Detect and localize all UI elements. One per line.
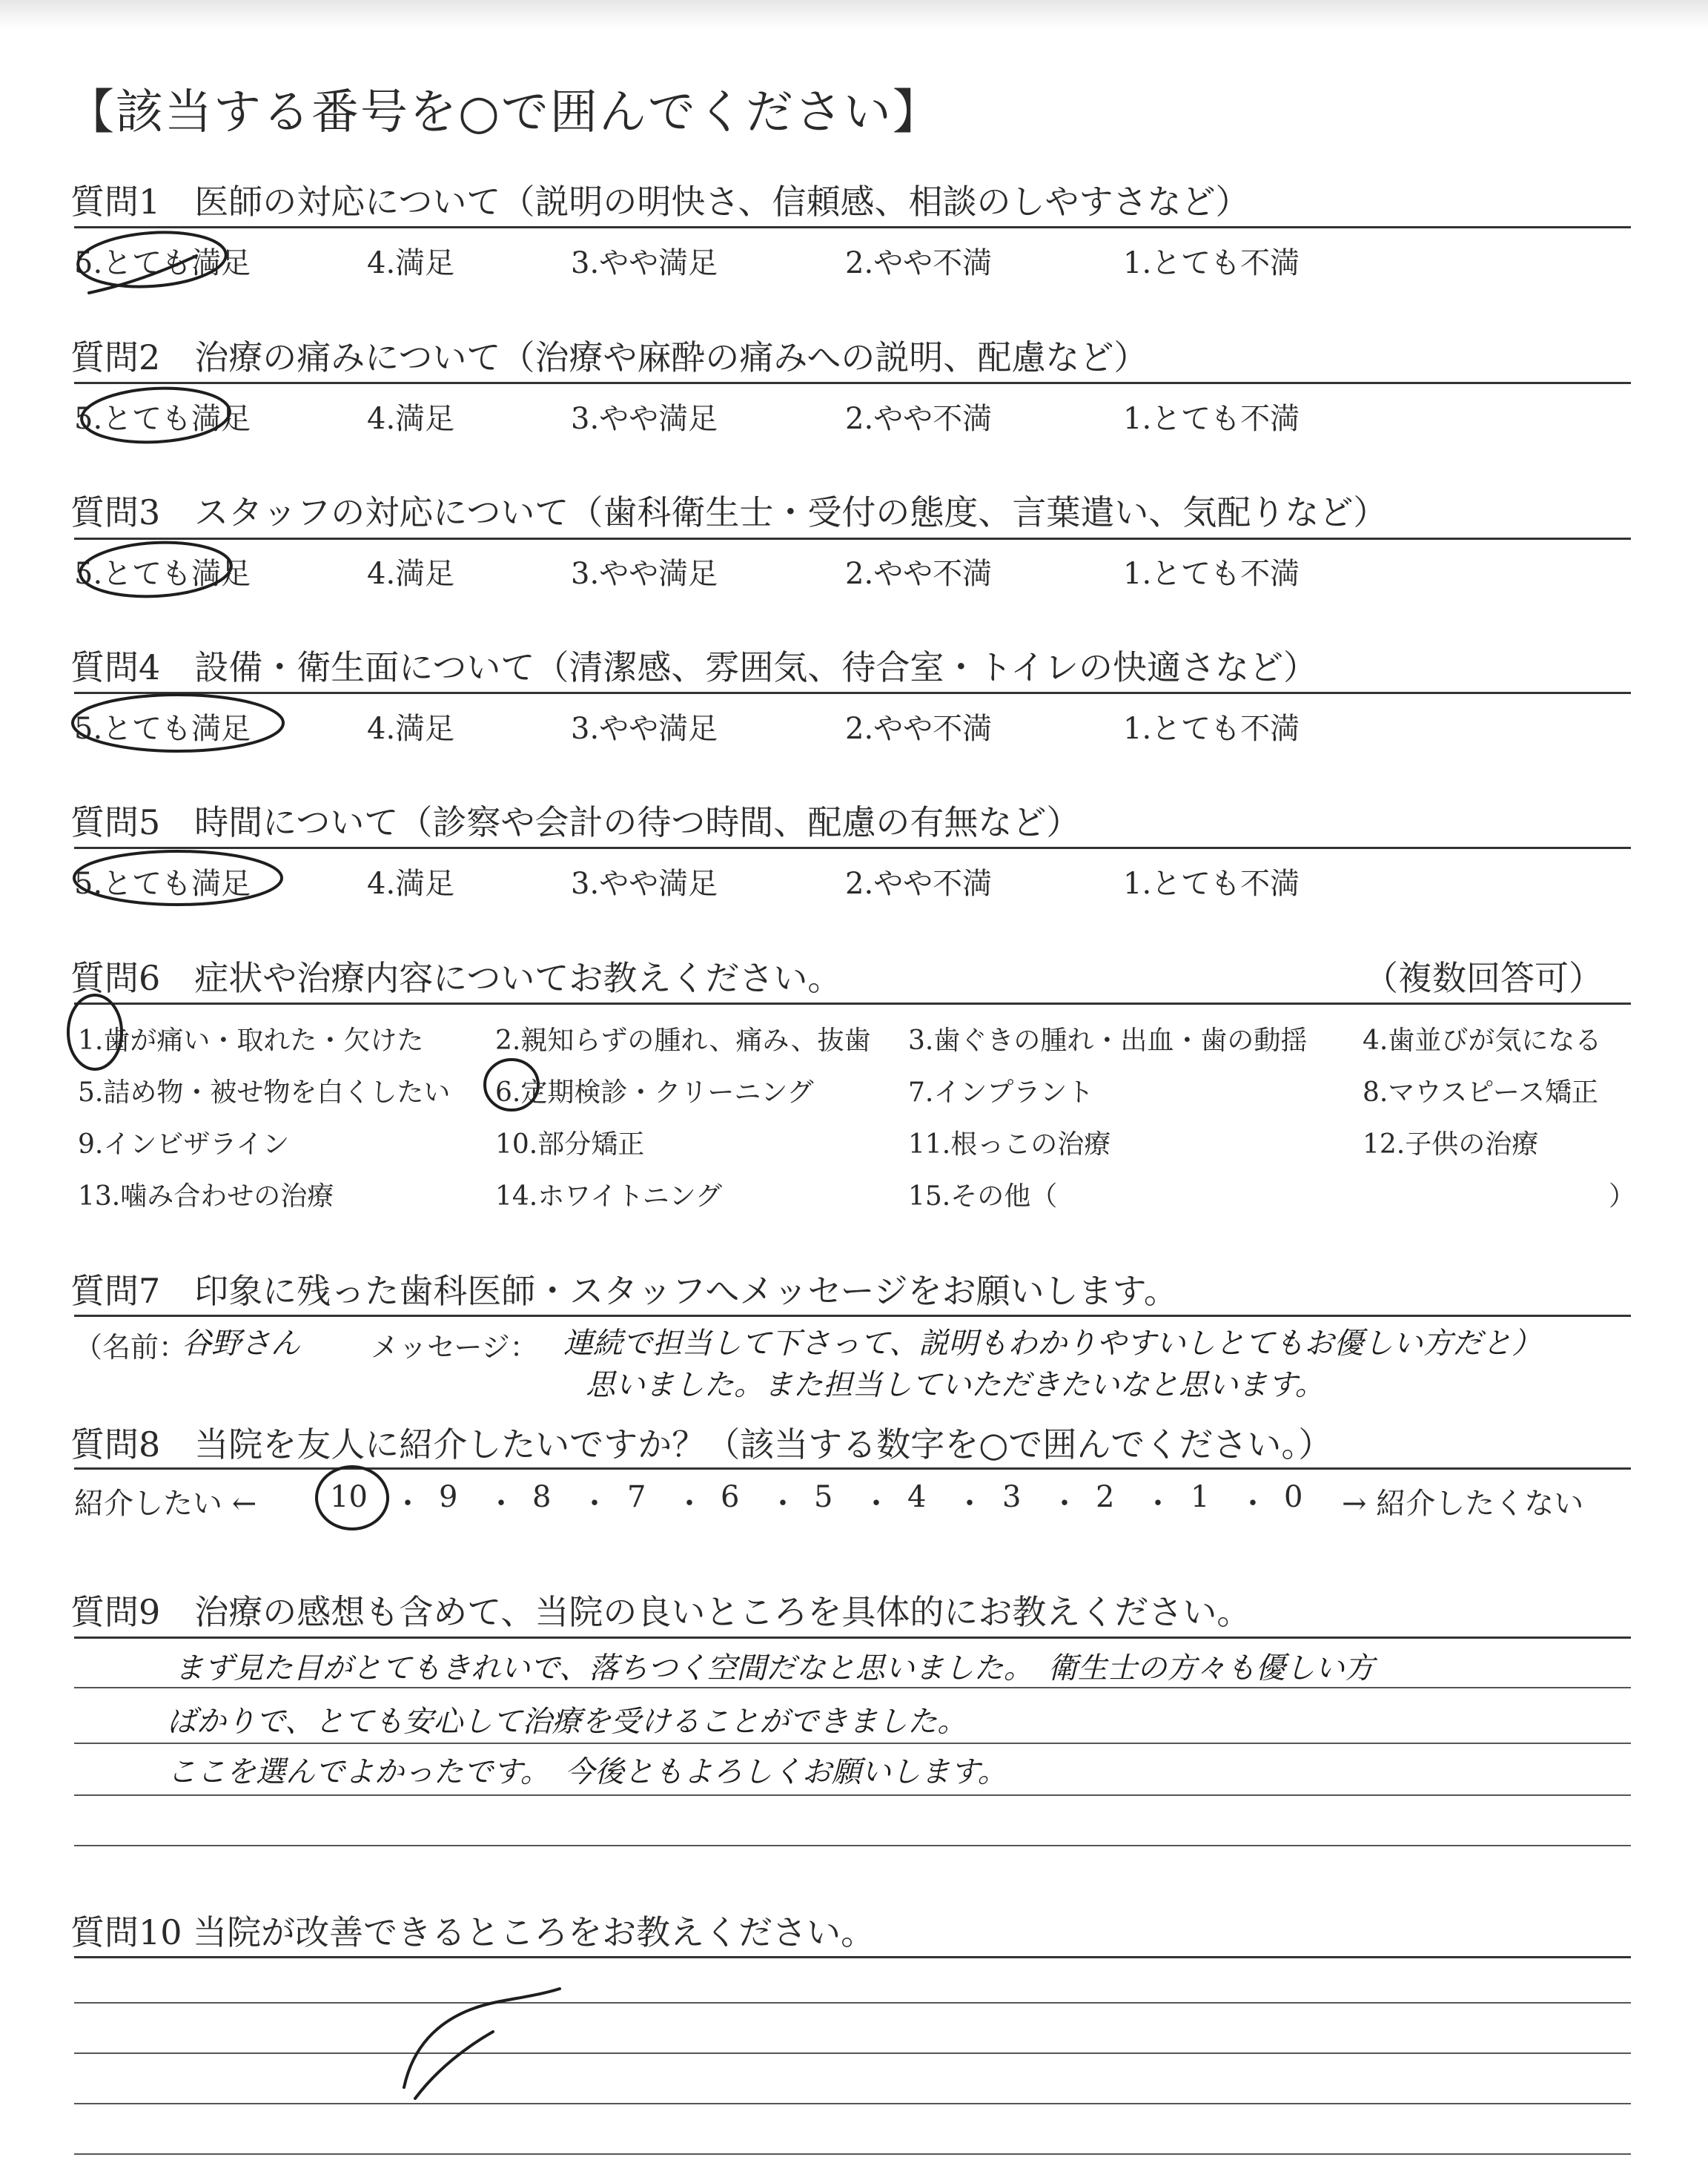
scale-separator: ・	[1238, 1487, 1268, 1521]
multiple-answers-note: （複数回答可）	[1364, 958, 1603, 998]
scale-1[interactable]: 1	[1191, 1480, 1210, 1514]
q6-item-1[interactable]: 1.歯が痛い・取れた・欠けた	[78, 1025, 424, 1056]
q3-option-4[interactable]: 4.満足	[367, 557, 455, 591]
q3-option-1[interactable]: 1.とても不満	[1123, 557, 1300, 591]
q6-item-14[interactable]: 14.ホワイトニング	[495, 1181, 723, 1212]
recommend-left-label: 紹介したい ←	[74, 1487, 257, 1521]
q6-item-4[interactable]: 4.歯並びが気になる	[1363, 1025, 1602, 1056]
scale-8[interactable]: 8	[532, 1480, 552, 1514]
q2-option-1[interactable]: 1.とても不満	[1123, 402, 1300, 436]
scale-separator: ・	[955, 1487, 984, 1521]
q1-option-3[interactable]: 3.やや満足	[571, 246, 718, 280]
q4-option-2[interactable]: 2.やや不満	[845, 712, 993, 746]
q9-answer-line-2[interactable]: ばかりで、とても安心して治療を受けることができました。	[167, 1705, 967, 1739]
form-header: 【該当する番号を○で囲んでください】	[67, 85, 941, 140]
q9-answer-line-1[interactable]: まず見た目がとてもきれいで、落ちつく空間だなと思いました。 衛生士の方々も優しい方	[174, 1651, 1374, 1685]
scale-7[interactable]: 7	[627, 1480, 646, 1514]
scale-9[interactable]: 9	[439, 1480, 458, 1514]
scale-3[interactable]: 3	[1002, 1480, 1022, 1514]
q3-option-5[interactable]: 5.とても満足	[74, 557, 251, 591]
q6-other-close-paren: ）	[1609, 1181, 1636, 1212]
q7-message-line-2[interactable]: 思いました。また担当していただきたいなと思います。	[586, 1368, 1325, 1402]
q2-option-5[interactable]: 5.とても満足	[74, 402, 251, 436]
question-4-title: 質問4 設備・衛生面について（清潔感、雰囲気、待合室・トイレの快適さなど）	[70, 647, 1318, 687]
q6-item-13[interactable]: 13.噛み合わせの治療	[78, 1181, 334, 1212]
q6-item-8[interactable]: 8.マウスピース矯正	[1363, 1077, 1599, 1108]
question-7-title: 質問7 印象に残った歯科医師・スタッフへメッセージをお願いします。	[70, 1271, 1178, 1311]
q4-option-1[interactable]: 1.とても不満	[1123, 712, 1300, 746]
q9-answer-line-3[interactable]: ここを選んでよかったです。 今後ともよろしくお願いします。	[167, 1755, 1007, 1789]
question-3-title: 質問3 スタッフの対応について（歯科衛生士・受付の態度、言葉遣い、気配りなど）	[70, 492, 1388, 532]
q6-item-7[interactable]: 7.インプラント	[908, 1077, 1094, 1108]
q3-option-3[interactable]: 3.やや満足	[571, 557, 718, 591]
q2-option-3[interactable]: 3.やや満足	[571, 402, 718, 436]
circle-mark-q1	[76, 228, 228, 291]
q1-option-1[interactable]: 1.とても不満	[1123, 246, 1300, 280]
circle-mark-q3	[79, 539, 232, 601]
question-2-title: 質問2 治療の痛みについて（治療や麻酔の痛みへの説明、配慮など）	[70, 337, 1148, 377]
q6-item-5[interactable]: 5.詰め物・被せ物を白くしたい	[78, 1077, 451, 1108]
scale-separator: ・	[1050, 1487, 1079, 1521]
q10-scribble	[415, 2032, 493, 2098]
q1-option-5[interactable]: 5.とても満足	[74, 246, 251, 280]
q6-item-12[interactable]: 12.子供の治療	[1363, 1129, 1539, 1160]
circle-mark-q8-10	[317, 1467, 388, 1529]
q5-option-2[interactable]: 2.やや不満	[845, 867, 993, 901]
circle-mark-q2	[80, 385, 231, 446]
question-1-title: 質問1 医師の対応について（説明の明快さ、信頼感、相談のしやすさなど）	[70, 182, 1250, 222]
circle-mark-q6-item-1	[68, 995, 122, 1069]
q6-item-6[interactable]: 6.定期検診・クリーニング	[495, 1077, 814, 1108]
q6-item-2[interactable]: 2.親知らずの腫れ、痛み、抜歯	[495, 1025, 871, 1056]
question-10-title: 質問10 当院が改善できるところをお教えください。	[70, 1912, 875, 1952]
q6-item-3[interactable]: 3.歯ぐきの腫れ・出血・歯の動揺	[908, 1025, 1308, 1056]
q6-item-11[interactable]: 11.根っこの治療	[908, 1129, 1111, 1160]
scale-separator: ・	[675, 1487, 704, 1521]
scale-10[interactable]: 10	[330, 1480, 368, 1514]
q7-message-line-1[interactable]: 連続で担当して下さって、説明もわかりやすいしとてもお優しい方だと）	[563, 1327, 1542, 1361]
scale-separator: ・	[393, 1487, 423, 1521]
scale-separator: ・	[580, 1487, 609, 1521]
q5-option-4[interactable]: 4.満足	[367, 867, 455, 901]
q2-option-2[interactable]: 2.やや不満	[845, 402, 993, 436]
q6-item-15[interactable]: 15.その他（	[908, 1181, 1058, 1212]
question-9-title: 質問9 治療の感想も含めて、当院の良いところを具体的にお教えください。	[70, 1592, 1251, 1632]
scale-separator: ・	[768, 1487, 798, 1521]
scale-separator: ・	[861, 1487, 891, 1521]
circle-mark-q4	[73, 695, 283, 751]
q5-option-3[interactable]: 3.やや満足	[571, 867, 718, 901]
q6-item-9[interactable]: 9.インビザライン	[78, 1129, 290, 1160]
q1-option-4[interactable]: 4.満足	[367, 246, 455, 280]
recommend-right-label: → 紹介したくない	[1342, 1487, 1584, 1521]
scale-separator: ・	[1143, 1487, 1173, 1521]
q2-option-4[interactable]: 4.満足	[367, 402, 455, 436]
q6-item-10[interactable]: 10.部分矯正	[495, 1129, 645, 1160]
question-8-title: 質問8 当院を友人に紹介したいですか？（該当する数字を○で囲んでください。）	[70, 1424, 1333, 1464]
q4-option-5[interactable]: 5.とても満足	[74, 712, 251, 746]
q3-option-2[interactable]: 2.やや不満	[845, 557, 993, 591]
scale-4[interactable]: 4	[907, 1480, 927, 1514]
q4-option-4[interactable]: 4.満足	[367, 712, 455, 746]
question-5-title: 質問5 時間について（診察や会計の待つ時間、配慮の有無など）	[70, 802, 1081, 842]
circle-mark-q5	[74, 851, 282, 905]
q4-option-3[interactable]: 3.やや満足	[571, 712, 718, 746]
scale-separator: ・	[486, 1487, 516, 1521]
q7-name-label: （名前：	[74, 1331, 188, 1364]
scale-5[interactable]: 5	[814, 1480, 833, 1514]
question-6-title: 質問6 症状や治療内容についてお教えください。	[70, 958, 842, 998]
q1-option-2[interactable]: 2.やや不満	[845, 246, 993, 280]
q7-name-value[interactable]: 谷野さん	[182, 1327, 300, 1361]
q7-message-label: メッセージ：	[371, 1331, 538, 1364]
circle-mark-q6-item-6	[485, 1060, 538, 1110]
q5-option-5[interactable]: 5.とても満足	[74, 867, 251, 901]
q5-option-1[interactable]: 1.とても不満	[1123, 867, 1300, 901]
scale-2[interactable]: 2	[1096, 1480, 1115, 1514]
scale-0[interactable]: 0	[1284, 1480, 1303, 1514]
scale-6[interactable]: 6	[721, 1480, 740, 1514]
